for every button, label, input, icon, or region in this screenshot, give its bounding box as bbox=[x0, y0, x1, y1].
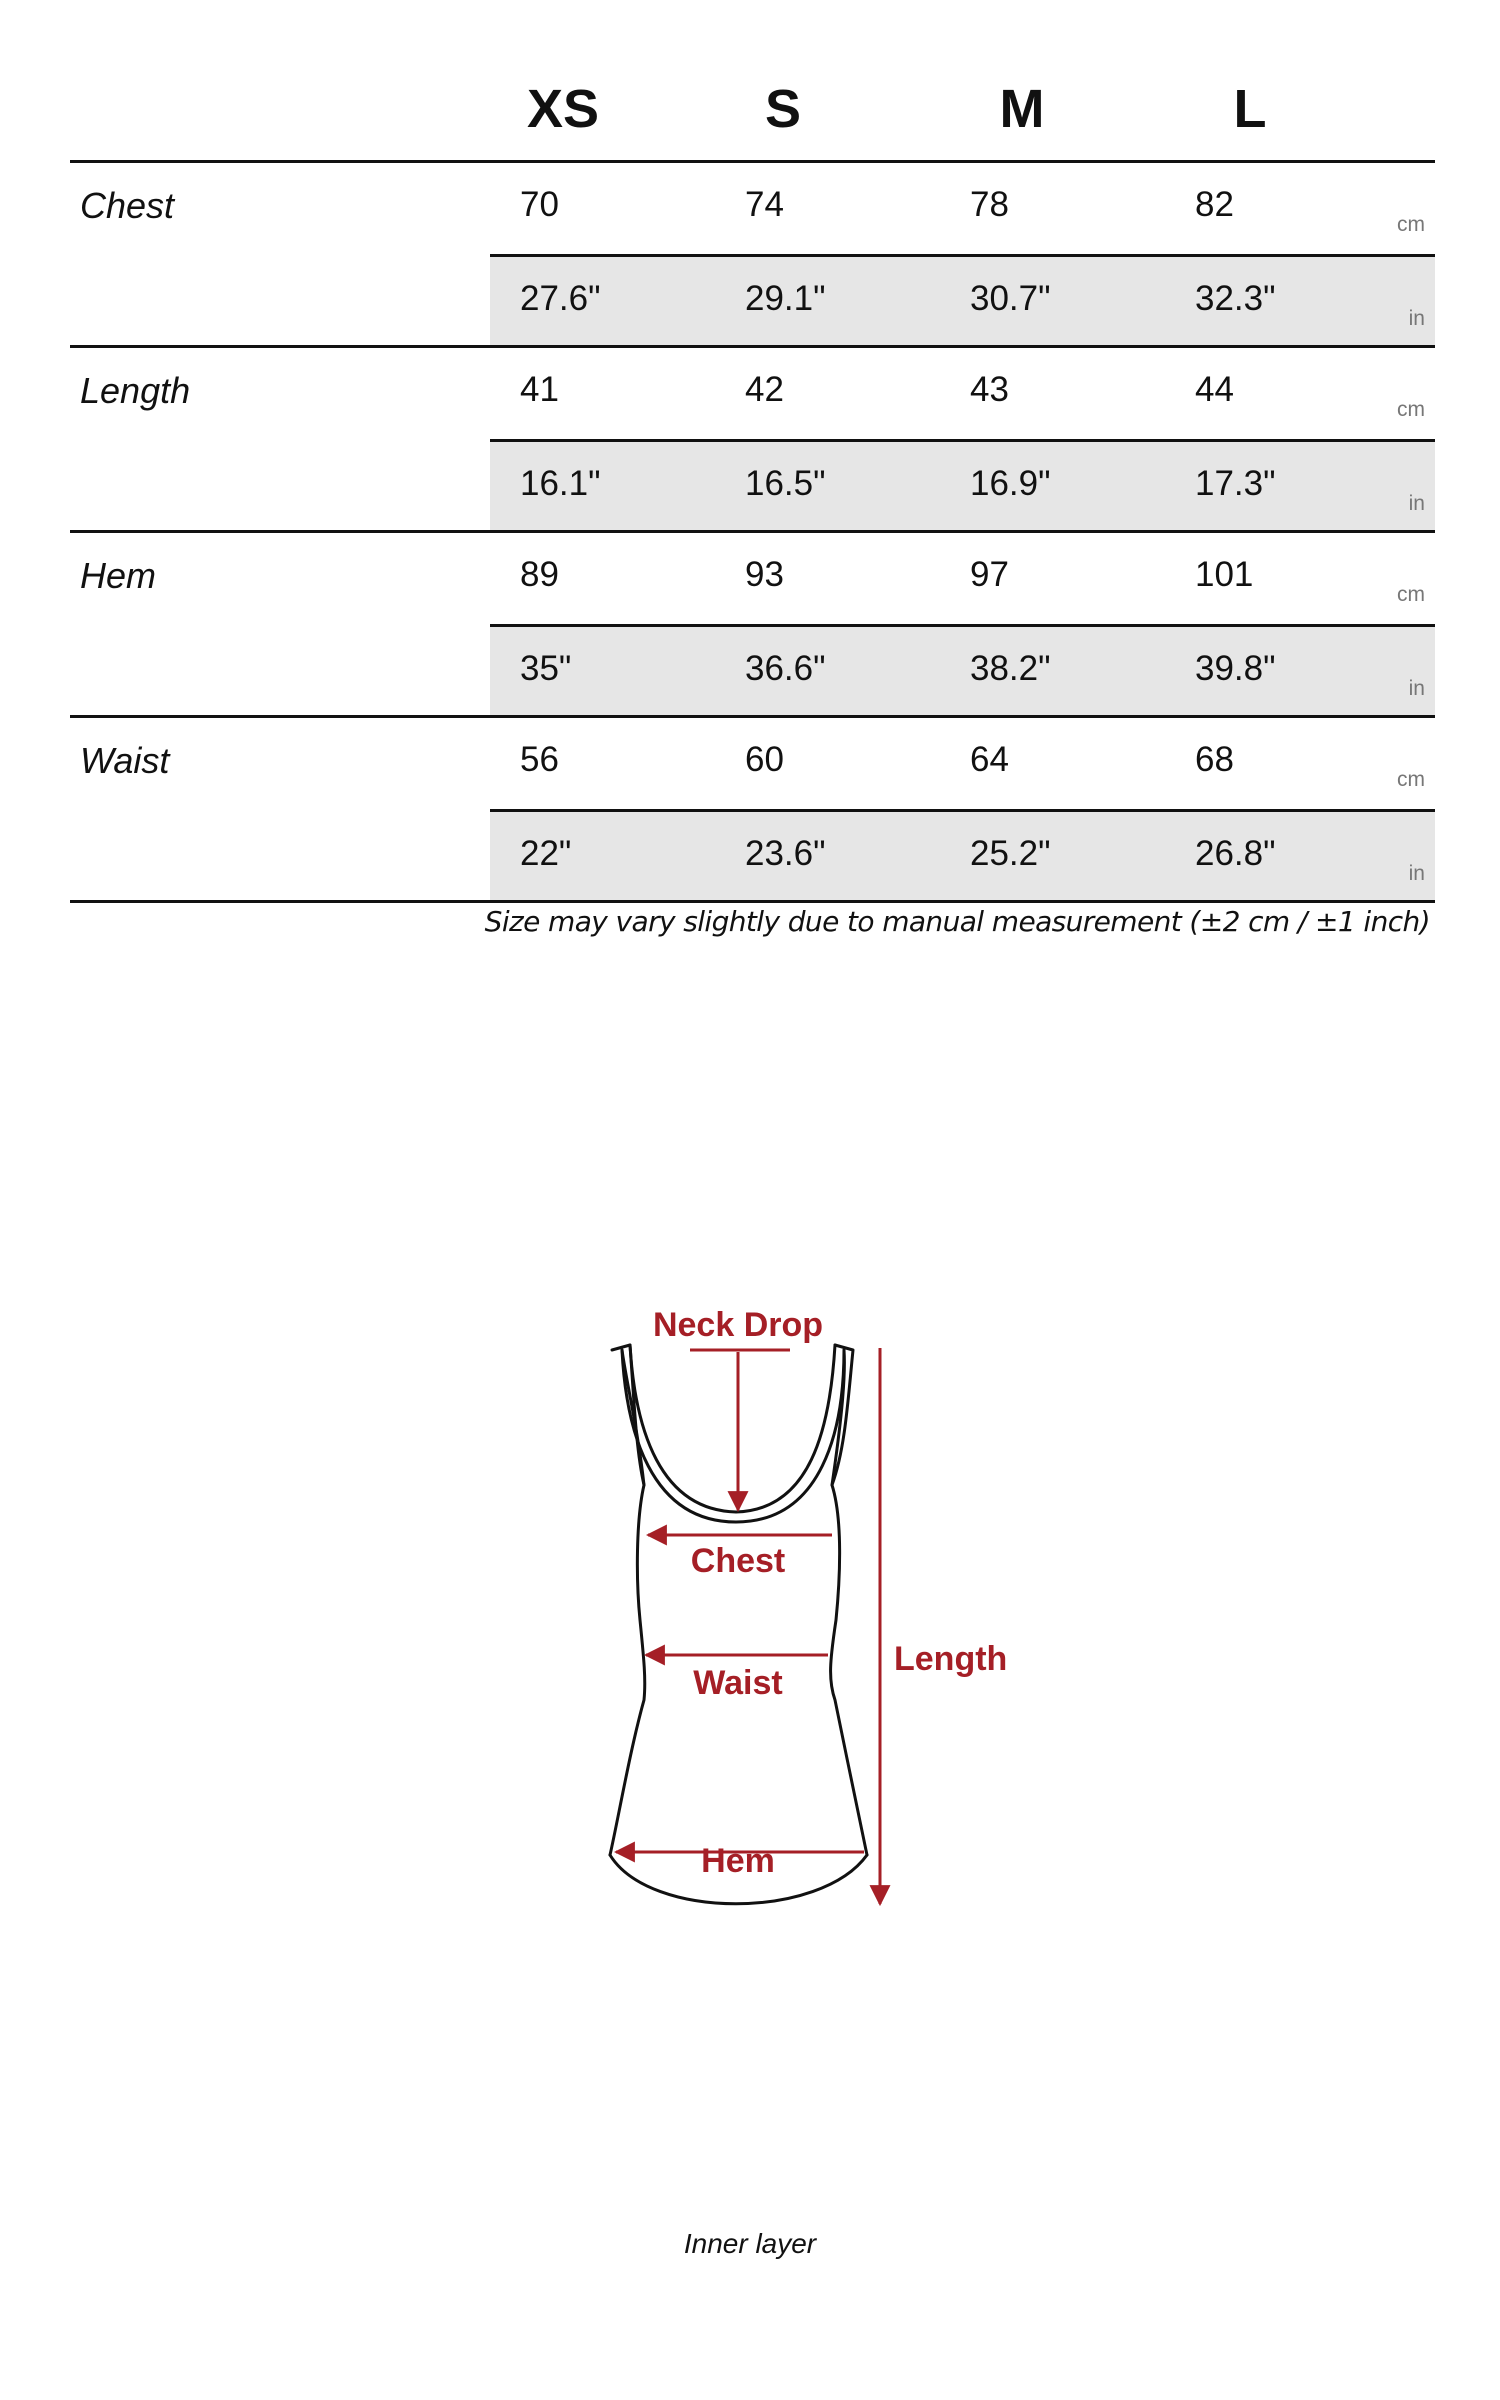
measurement-note: Size may vary slightly due to manual measurement (±2 cm / ±1 inch) bbox=[484, 905, 1430, 938]
value-cell: 16.5" bbox=[745, 464, 826, 503]
size-column-xs: XS bbox=[526, 79, 600, 139]
value-cell: 64 bbox=[970, 740, 1009, 779]
value-cell: 27.6" bbox=[520, 279, 601, 318]
measure-group-chest bbox=[70, 160, 1435, 345]
measure-label: Waist bbox=[80, 740, 170, 781]
cm-row bbox=[490, 718, 1435, 806]
measure-label: Chest bbox=[80, 185, 175, 226]
table-bottom-rule bbox=[70, 900, 1435, 903]
size-column-s: S bbox=[764, 79, 802, 139]
value-cell: 97 bbox=[970, 555, 1009, 594]
length-label: Length bbox=[894, 1640, 1008, 1678]
size-chart-table bbox=[70, 60, 1435, 903]
value-cell: 74 bbox=[745, 185, 784, 224]
measure-group-waist bbox=[70, 715, 1435, 900]
value-cell: 41 bbox=[520, 370, 559, 409]
cm-row bbox=[490, 533, 1435, 621]
value-cell: 68 bbox=[1195, 740, 1234, 779]
value-cell: 32.3" bbox=[1195, 279, 1276, 318]
unit-label: cm bbox=[1397, 583, 1425, 606]
value-cell: 44 bbox=[1195, 370, 1234, 409]
value-cell: 36.6" bbox=[745, 649, 826, 688]
size-header-row bbox=[70, 60, 1435, 160]
value-cell: 89 bbox=[520, 555, 559, 594]
unit-label: cm bbox=[1397, 398, 1425, 421]
cm-row bbox=[490, 348, 1435, 436]
value-cell: 39.8" bbox=[1195, 649, 1276, 688]
measure-label: Length bbox=[80, 370, 191, 411]
value-cell: 22" bbox=[520, 834, 572, 873]
size-column-m: M bbox=[999, 79, 1045, 139]
in-row bbox=[490, 439, 1435, 530]
chest-label: Chest bbox=[690, 1542, 786, 1580]
value-cell: 26.8" bbox=[1195, 834, 1276, 873]
value-cell: 42 bbox=[745, 370, 784, 409]
unit-label: in bbox=[1408, 307, 1425, 330]
value-cell: 16.9" bbox=[970, 464, 1051, 503]
measure-group-length bbox=[70, 345, 1435, 530]
cm-row bbox=[490, 163, 1435, 251]
measure-label: Hem bbox=[80, 555, 157, 596]
value-cell: 29.1" bbox=[745, 279, 826, 318]
value-cell: 43 bbox=[970, 370, 1009, 409]
neck-drop-label: Neck Drop bbox=[652, 1306, 824, 1344]
value-cell: 101 bbox=[1195, 555, 1254, 594]
unit-label: in bbox=[1408, 492, 1425, 515]
value-cell: 38.2" bbox=[970, 649, 1051, 688]
unit-label: in bbox=[1408, 862, 1425, 885]
in-row bbox=[490, 254, 1435, 345]
unit-label: cm bbox=[1397, 213, 1425, 236]
size-column-l: L bbox=[1233, 79, 1267, 139]
measure-group-hem bbox=[70, 530, 1435, 715]
value-cell: 35" bbox=[520, 649, 572, 688]
value-cell: 56 bbox=[520, 740, 559, 779]
value-cell: 23.6" bbox=[745, 834, 826, 873]
waist-label: Waist bbox=[693, 1664, 783, 1702]
value-cell: 93 bbox=[745, 555, 784, 594]
unit-label: in bbox=[1408, 677, 1425, 700]
value-cell: 70 bbox=[520, 185, 559, 224]
in-row bbox=[490, 624, 1435, 715]
value-cell: 16.1" bbox=[520, 464, 601, 503]
value-cell: 17.3" bbox=[1195, 464, 1276, 503]
diagram-caption: Inner layer bbox=[683, 2228, 817, 2259]
value-cell: 60 bbox=[745, 740, 784, 779]
value-cell: 82 bbox=[1195, 185, 1234, 224]
value-cell: 30.7" bbox=[970, 279, 1051, 318]
tank-top-measurement-diagram bbox=[560, 1280, 1080, 1920]
unit-label: cm bbox=[1397, 768, 1425, 791]
value-cell: 25.2" bbox=[970, 834, 1051, 873]
value-cell: 78 bbox=[970, 185, 1009, 224]
in-row bbox=[490, 809, 1435, 900]
hem-label: Hem bbox=[701, 1842, 775, 1880]
